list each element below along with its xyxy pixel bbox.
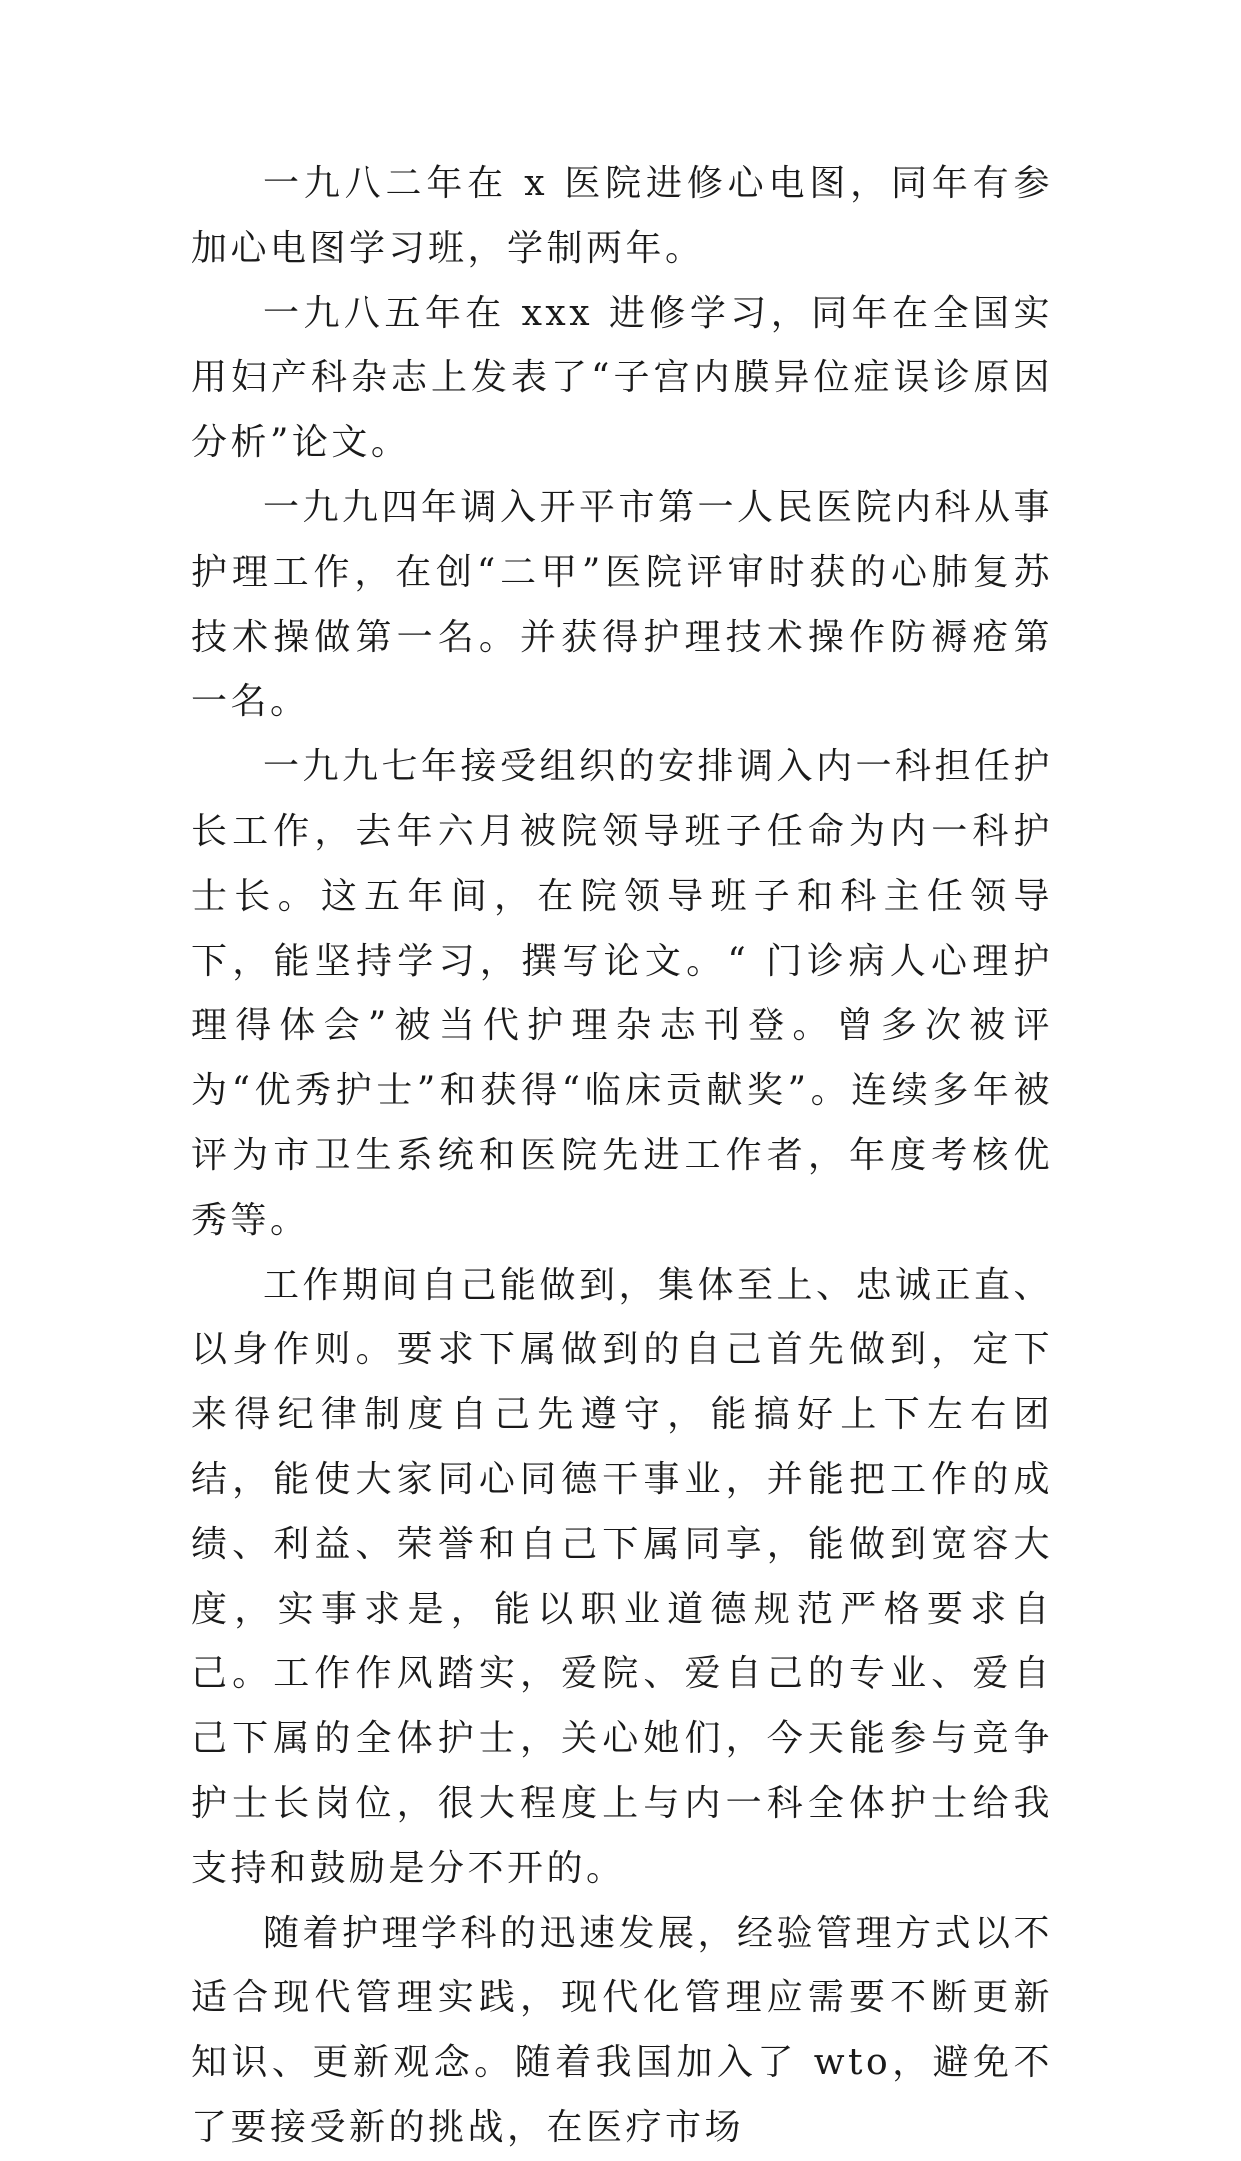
paragraph-3: 一九九四年调入开平市第一人民医院内科从事护理工作，在创“二甲”医院评审时获的心肺复苏技术操做第一名。并获得护理技术操作防褥疮第一名。 bbox=[191, 486, 1054, 723]
paragraph-5: 工作期间自己能做到，集体至上、忠诚正直、以身作则。要求下属做到的自己首先做到，定下来得纪律制度自己先遵守，能搞好上下左右团结，能使大家同心同德干事业，并能把工作的成绩、利益、荣誉和自己下属同享，能做到宽容大度，实事求是，能以职业道德规范严格要求自己。工作作风踏实，爱院、爱自己的专业、爱自己下属的全体护士，关心她们，今天能参与竞争护士长岗位，很大程度上与内一科全体护士给我支持和鼓励是分不开的。 bbox=[191, 1264, 1054, 1889]
paragraph-6: 随着护理学科的迅速发展，经验管理方式以不适合现代管理实践，现代化管理应需要不断更新知识、更新观念。随着我国加入了 wto，避免不了要接受新的挑战，在医疗市场 bbox=[191, 1912, 1054, 2148]
paragraph-4: 一九九七年接受组织的安排调入内一科担任护长工作，去年六月被院领导班子任命为内一科护士长。这五年间，在院领导班子和科主任领导下，能坚持学习，撰写论文。“ 门诊病人心理护理得体会”被当代护理杂志刊登。曾多次被评为“优秀护士”和获得“临床贡献奖”。连续多年被评为市卫生系统和医院先进工作者，年度考核优秀等。 bbox=[191, 746, 1054, 1241]
paragraph-1: 一九八二年在 x 医院进修心电图，同年有参加心电图学习班，学制两年。 bbox=[191, 163, 1053, 269]
paragraph-2: 一九八五年在 xxx 进修学习，同年在全国实用妇产科杂志上发表了“子宫内膜异位症误诊原因分析”论文。 bbox=[191, 292, 1053, 464]
document-body bbox=[191, 152, 1053, 2161]
